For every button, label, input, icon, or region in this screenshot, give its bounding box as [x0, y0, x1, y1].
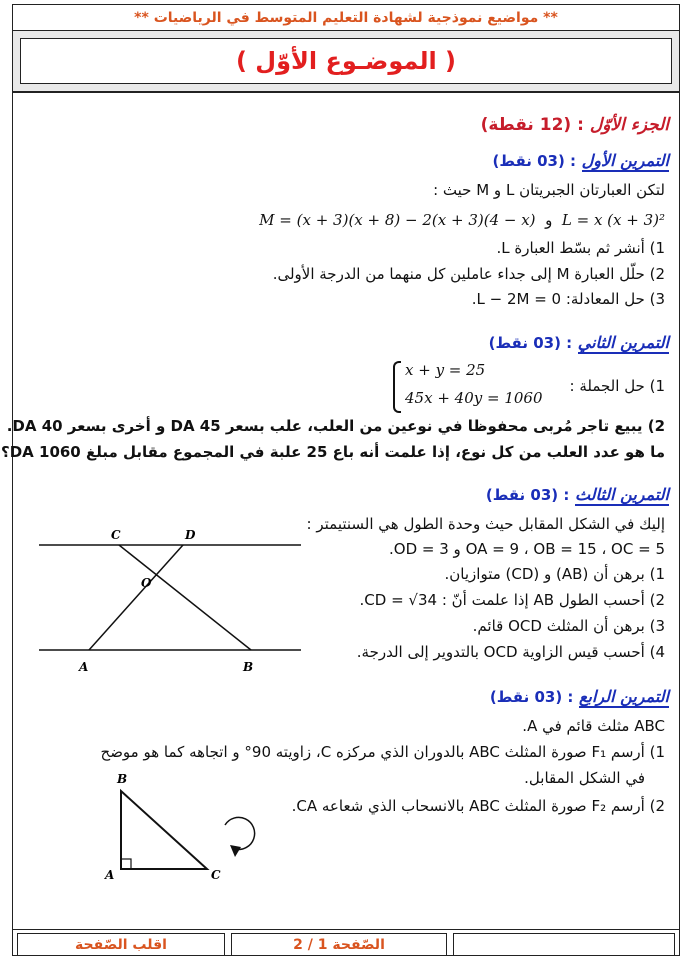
ex3-title: التمرين الثالث	[574, 485, 669, 504]
footer-blank	[453, 933, 675, 956]
ex1-q2: 2) حلّل العبارة M إلى جداء عاملين كل منهما من الدرجة الأولى.	[272, 265, 665, 283]
tri-label-A: A	[105, 868, 115, 882]
ex3-points: : (03 نقط)	[485, 486, 570, 504]
ex3-figure	[31, 521, 321, 676]
ex3-q1: 1) برهن أن (AB) و (CD) متوازيان.	[444, 565, 665, 583]
expr-and: و	[545, 211, 553, 229]
exam-page	[1, 4, 680, 956]
ex1-q3: 3) حل المعادلة: L − 2M = 0.	[471, 290, 665, 308]
footer-turn-page: اقلب الصّفحة	[17, 933, 225, 956]
ex2-title: التمرين الثاني	[577, 333, 669, 352]
tri-label-C: C	[211, 868, 221, 882]
ex4-title: التمرين الرابع	[579, 687, 669, 706]
ex2-q2-line2: ما هو عدد العلب من كل نوع، إذا علمت أنه باع 25 علبة في المجموع مقابل مبلغ DA 1060؟	[1, 443, 665, 461]
ex4-q1-line1: 1) أرسم F₁ صورة المثلث ABC بالدوران الذي مركزه C، زاويته 90° و اتجاهه كما هو موضح	[100, 743, 665, 761]
ex2-q2-line1: 2) يبيع تاجر مُربى محفوظا في نوعين من العلب، علب بسعر 45 DA و أخرى بسعر DA 40.	[6, 417, 665, 435]
ex4-heading	[490, 687, 669, 706]
footer	[13, 929, 679, 957]
ex3-q2: 2) أحسب الطول AB إذا علمت أنّ : CD = √34.	[359, 591, 665, 609]
ex4-q2: 2) أرسم F₂ صورة المثلث ABC بالانسحاب الذي شعاعه CA.	[291, 797, 665, 815]
ex3-q3: 3) برهن أن المثلث OCD قائم.	[472, 617, 665, 635]
ex1-points: : (03 نقط)	[492, 152, 577, 170]
title-inner	[20, 38, 672, 84]
right-angle-mark	[121, 859, 131, 869]
ex2-q1: 1) حل الجملة :	[569, 377, 665, 395]
label-D: D	[185, 528, 196, 542]
triangle-ABC	[121, 791, 207, 869]
title-box	[13, 31, 679, 93]
ex1-q1: 1) أنشر ثم بسّط العبارة L.	[496, 239, 665, 257]
ex4-intro: ABC مثلث قائم في A.	[522, 717, 665, 735]
ex2-heading	[489, 333, 669, 352]
system-eq1: x + y = 25	[405, 361, 486, 379]
ex4-points: : (03 نقط)	[489, 688, 574, 706]
segment-DA	[89, 545, 183, 650]
exam-header: ** مواضيع نموذجية لشهادة التعليم المتوسط في الرياضيات **	[13, 5, 679, 31]
footer-page-number: الصّفحة 1 / 2	[231, 933, 447, 956]
ex4-figure	[103, 767, 263, 892]
part1-points: : (12 نقطة)	[480, 115, 584, 135]
expr-L: L = x (x + 3)²	[561, 211, 665, 229]
ex1-heading	[493, 151, 669, 170]
part1-heading	[481, 115, 669, 135]
label-B: B	[243, 660, 254, 674]
ex3-heading	[486, 485, 669, 504]
label-A: A	[79, 660, 89, 674]
ex1-intro: لتكن العبارتان الجبريتان L و M حيث :	[433, 181, 665, 199]
expr-M: M = (x + 3)(x + 8) − 2(x + 3)(4 − x)	[259, 211, 536, 229]
label-O: O	[141, 576, 152, 590]
subject-title: ( الموضـوع الأوّل )	[235, 47, 457, 75]
rotation-arrowhead-icon	[230, 845, 241, 857]
part1-label: الجزء الأوّل	[589, 115, 669, 135]
segment-CB	[119, 545, 251, 650]
system-eq2: 45x + 40y = 1060	[405, 389, 543, 407]
rotation-arrow-icon	[225, 817, 255, 849]
tri-label-B: B	[117, 772, 128, 786]
ex4-q1-line2: في الشكل المقابل.	[524, 769, 645, 787]
ex3-intro: إليك في الشكل المقابل حيث وحدة الطول هي السنتيمتر :	[306, 515, 665, 533]
ex1-expressions	[259, 211, 665, 229]
ex2-points: : (03 نقط)	[488, 334, 573, 352]
ex3-data: OA = 9 ، OB = 15 ، OC = 5 و OD = 3.	[388, 540, 665, 558]
ex1-title: التمرين الأول	[581, 151, 669, 170]
label-C: C	[111, 528, 121, 542]
system-brace	[393, 361, 401, 413]
ex3-q4: 4) أحسب قيس الزاوية OCD بالتدوير إلى الدرجة.	[356, 643, 665, 661]
